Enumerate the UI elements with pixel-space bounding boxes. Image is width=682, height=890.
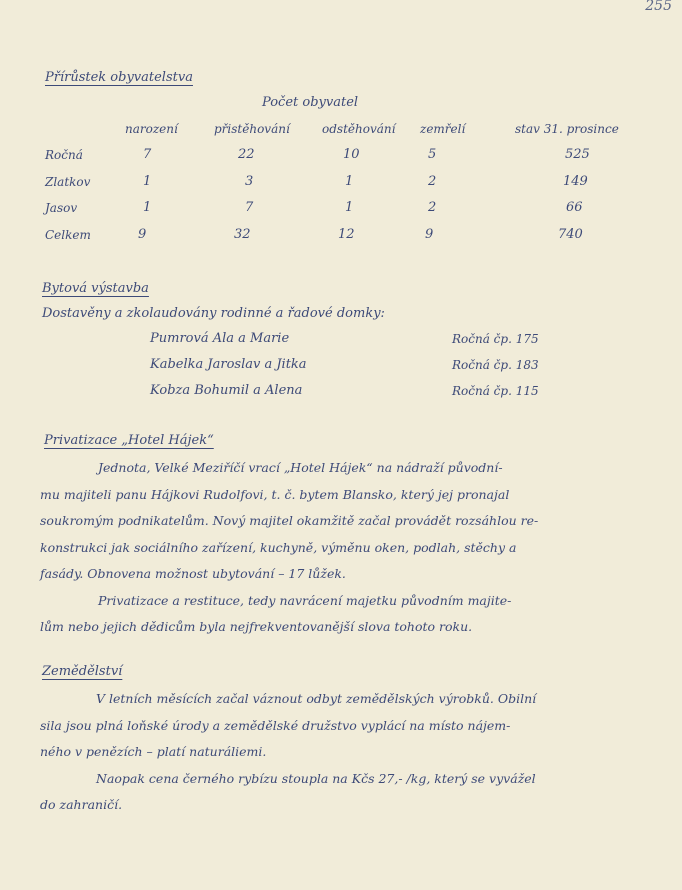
table-cell: 9 xyxy=(138,227,147,242)
text-line: mu majiteli panu Hájkovi Rudolfovi, t. č. bytem Blansko, který jej pronajal xyxy=(40,486,510,502)
column-header: přistěhování xyxy=(214,122,290,136)
table-cell: 1 xyxy=(345,200,354,215)
housing-intro: Dostavěny a zkolaudovány rodinné a řadové domky: xyxy=(42,306,385,321)
row-label: Ročná xyxy=(45,148,83,162)
text-line: ného v penězích – platí naturáliemi. xyxy=(40,744,267,759)
text-line: Naopak cena černého rybízu stoupla na Kčs 27,- /kg, který se vyvážel xyxy=(96,770,536,786)
column-header: stav 31. prosince xyxy=(515,122,619,136)
section-heading-housing: Bytová výstavba xyxy=(42,281,149,296)
table-cell: 525 xyxy=(565,147,590,162)
section-heading-population: Přírůstek obyvatelstva xyxy=(45,70,193,85)
housing-name: Kabelka Jaroslav a Jitka xyxy=(150,357,307,372)
text-line: konstrukci jak sociálního zařízení, kuchyně, výměnu oken, podlah, stěchy a xyxy=(40,539,517,555)
text-line: lům nebo jejich dědicům byla nejfrekventovanější slova tohoto roku. xyxy=(40,619,473,634)
column-header: zemřelí xyxy=(420,122,466,136)
text-line: fasády. Obnovena možnost ubytování – 17 lůžek. xyxy=(40,566,346,581)
column-header: narození xyxy=(125,122,178,136)
page-number: 255 xyxy=(645,0,672,14)
table-cell: 1 xyxy=(143,174,152,189)
table-cell: 66 xyxy=(566,200,583,215)
text-line: soukromým podnikatelům. Nový majitel okamžitě začal provádět rozsáhlou re- xyxy=(40,513,539,528)
table-cell: 149 xyxy=(563,174,588,189)
table-cell: 9 xyxy=(425,227,434,242)
agriculture-paragraph xyxy=(40,686,630,819)
table-cell: 3 xyxy=(245,174,254,189)
column-header: odstěhování xyxy=(322,122,396,136)
table-cell: 7 xyxy=(143,147,152,162)
text-line: sila jsou plná loňské úrody a zemědělské družstvo vyplácí na místo nájem- xyxy=(40,717,511,733)
table-cell: 12 xyxy=(338,227,355,242)
row-label: Jasov xyxy=(45,201,78,215)
table-cell: 1 xyxy=(143,200,152,215)
table-cell: 32 xyxy=(234,227,251,242)
text-line: V letních měsících začal váznout odbyt zemědělských výrobků. Obilní xyxy=(96,691,537,706)
housing-address: Ročná čp. 183 xyxy=(452,358,539,372)
text-line: Jednota, Velké Meziříčí vrací „Hotel Hájek“ na nádraží původní- xyxy=(98,460,503,475)
row-label: Celkem xyxy=(45,228,91,242)
text-line: do zahraničí. xyxy=(40,797,123,812)
housing-name: Kobza Bohumil a Alena xyxy=(150,383,303,398)
section-heading-agriculture: Zemědělství xyxy=(42,664,123,679)
table-cell: 7 xyxy=(245,200,254,215)
housing-address: Ročná čp. 175 xyxy=(452,332,539,346)
text-line: Privatizace a restituce, tedy navrácení majetku původním majite- xyxy=(98,592,512,608)
table-cell: 10 xyxy=(343,147,360,162)
table-cell: 2 xyxy=(428,174,437,189)
section-heading-privatization: Privatizace „Hotel Hájek“ xyxy=(44,433,214,448)
table-cell: 22 xyxy=(238,147,255,162)
row-label: Zlatkov xyxy=(45,175,91,189)
privatization-paragraph xyxy=(40,455,630,641)
table-title: Počet obyvatel xyxy=(262,95,359,110)
housing-name: Pumrová Ala a Marie xyxy=(150,331,290,346)
table-cell: 740 xyxy=(558,227,583,242)
table-cell: 5 xyxy=(428,147,437,162)
table-cell: 2 xyxy=(428,200,437,215)
housing-address: Ročná čp. 115 xyxy=(452,384,539,398)
table-cell: 1 xyxy=(345,174,354,189)
